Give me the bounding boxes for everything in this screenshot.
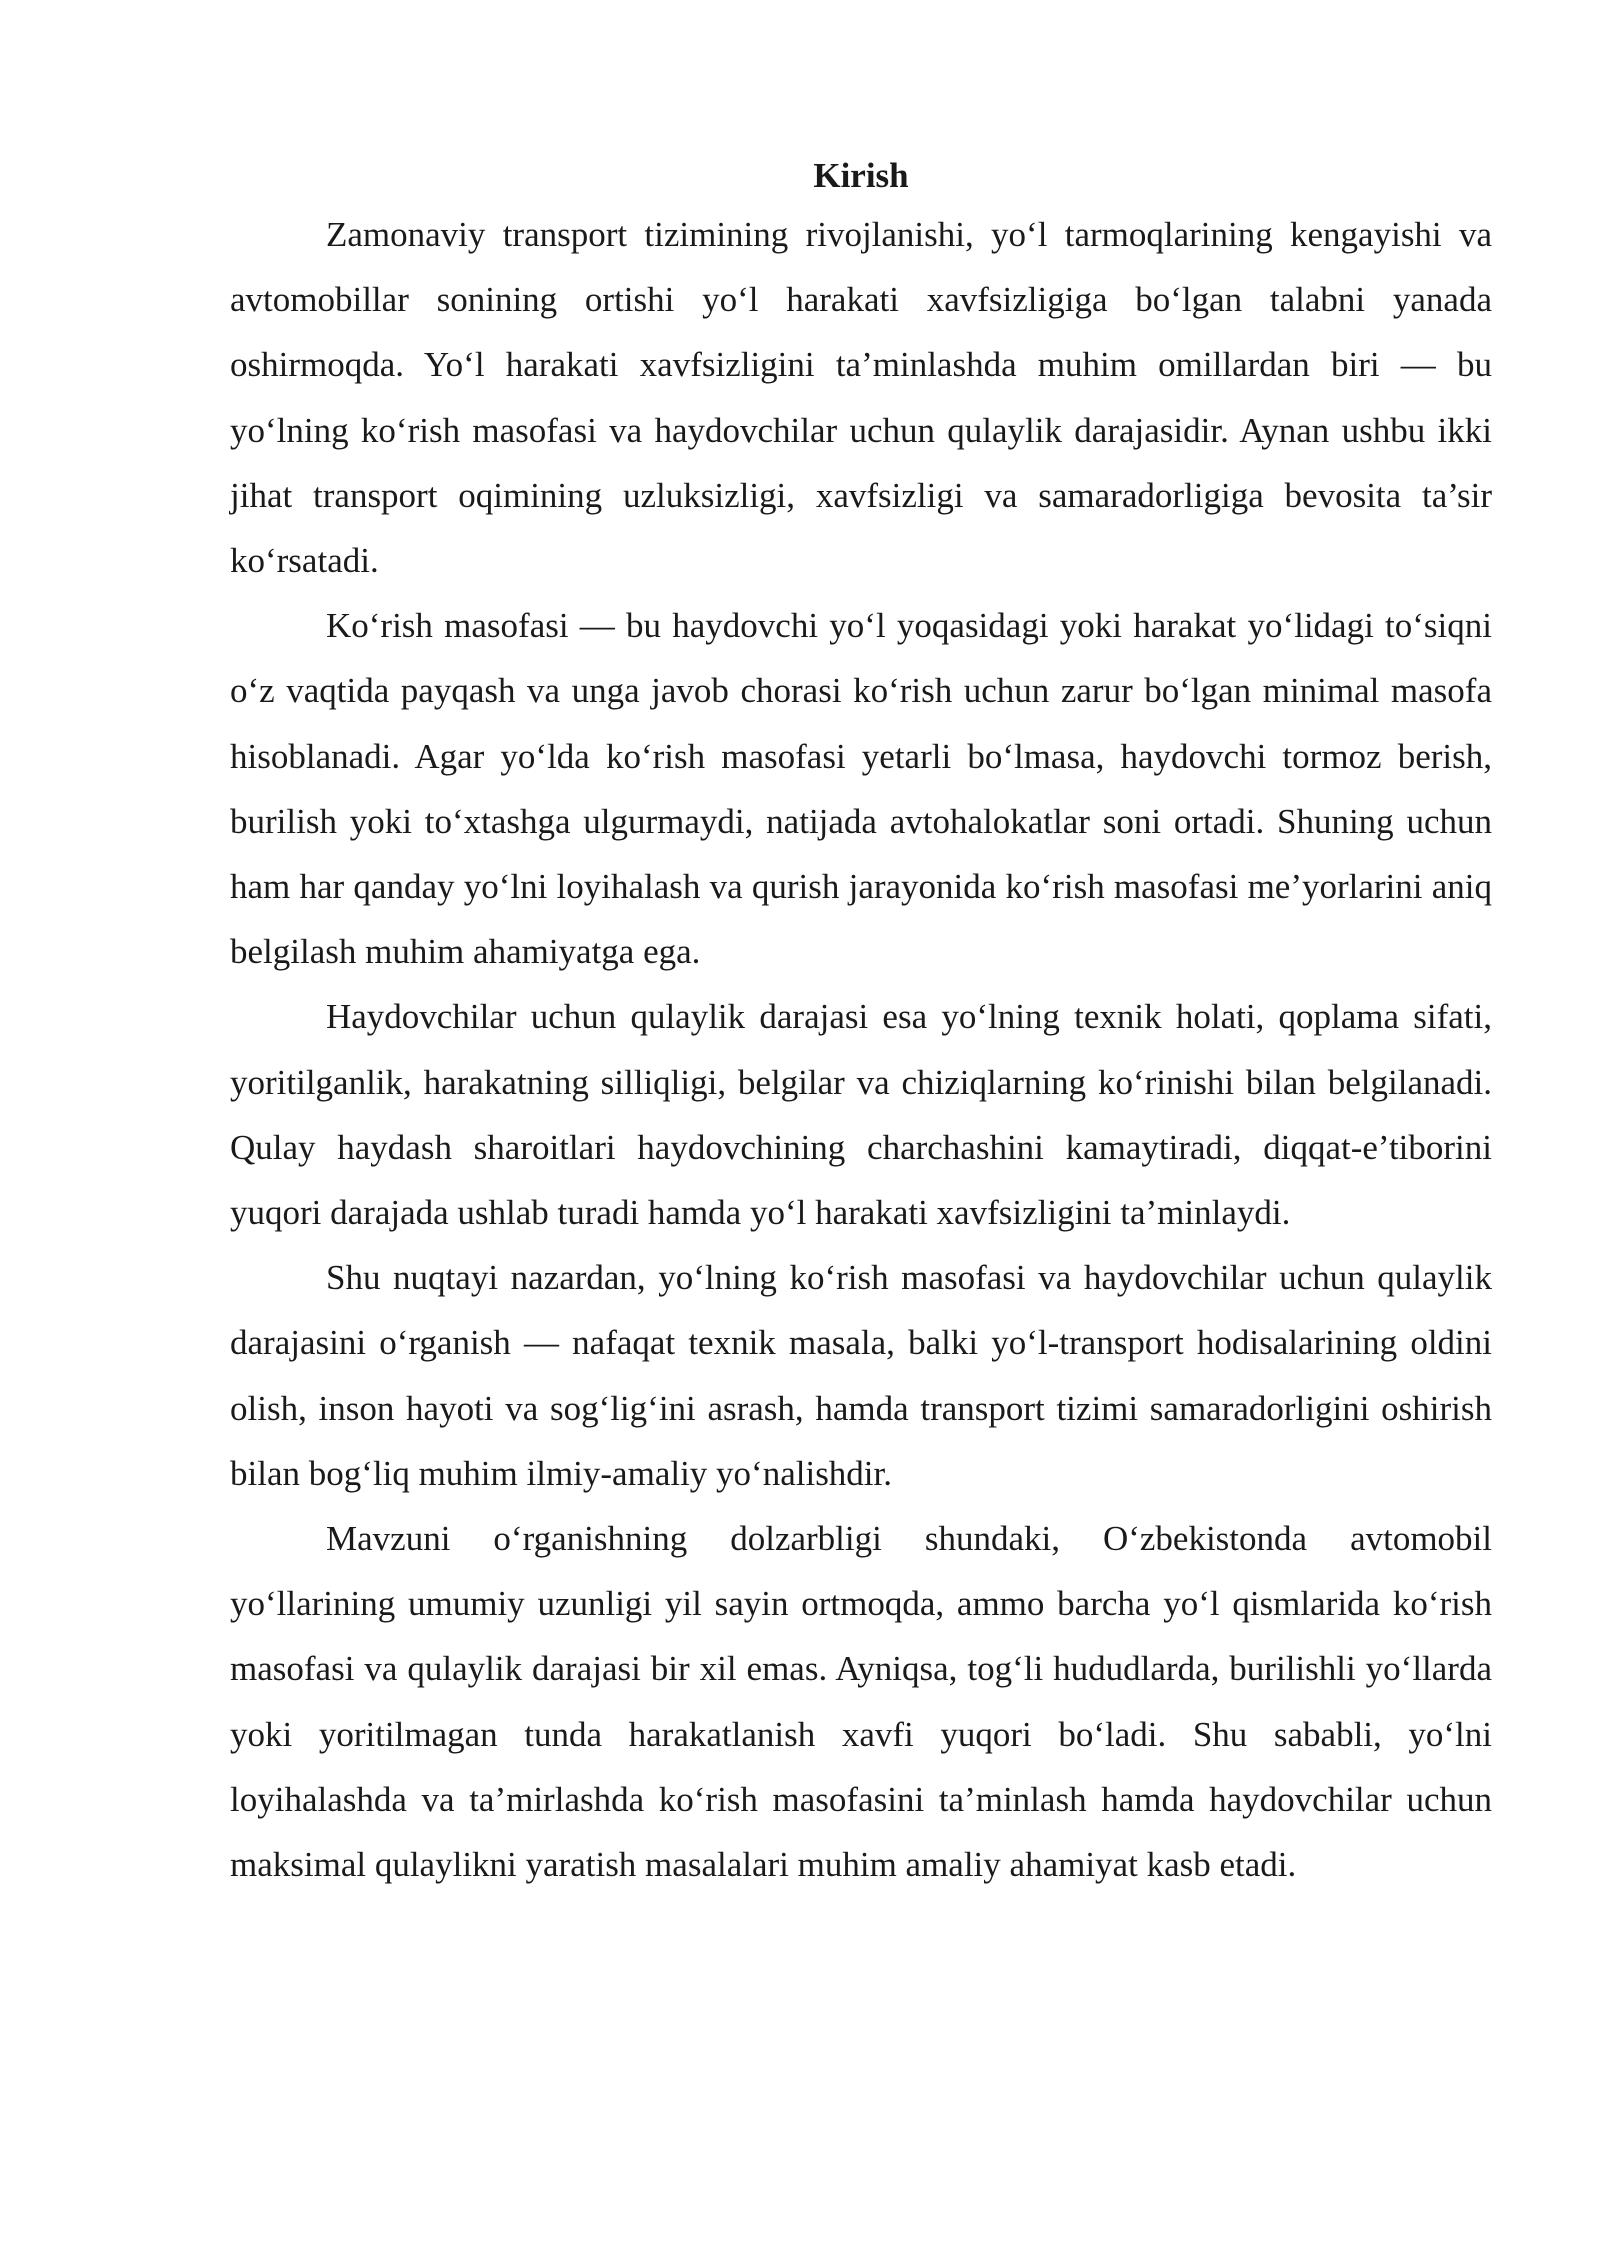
document-title: Kirish	[813, 156, 909, 195]
paragraph-5: Mavzuni o‘rganishning dolzarbligi shundaki, O‘zbekistonda avtomobil yo‘llarining umumiy uzunligi yil sayin ortmoqda, ammo barcha yo‘l qismlarida ko‘rish masofasi va qulaylik darajasi bir xil emas. Ayniqsa, tog‘li hududlarda, burilishli yo‘llarda yoki yoritilmagan tunda harakatlanish xavfi yuqori bo‘ladi. Shu sababli, yo‘lni loyihalashda va ta’mirlashda ko‘rish masofasini ta’minlash hamda haydovchilar uchun maksimal qulaylikni yaratish masalalari muhim amaliy ahamiyat kasb etadi.	[230, 1519, 1492, 1885]
paragraph-4: Shu nuqtayi nazardan, yo‘lning ko‘rish masofasi va haydovchilar uchun qulaylik darajasini o‘rganish — nafaqat texnik masala, balki yo‘l-transport hodisalarining oldini olish, inson hayoti va sog‘lig‘ini asrash, hamda transport tizimi samaradorligini oshirish bilan bog‘liq muhim ilmiy-amaliy yo‘nalishdir.	[230, 1258, 1492, 1493]
paragraph-2: Ko‘rish masofasi — bu haydovchi yo‘l yoqasidagi yoki harakat yo‘lidagi to‘siqni o‘z vaqtida payqash va unga javob chorasi ko‘rish uchun zarur bo‘lgan minimal masofa hisoblanadi. Agar yo‘lda ko‘rish masofasi yetarli bo‘lmasa, haydovchi tormoz berish, burilish yoki to‘xtashga ulgurmaydi, natijada avtohalokatlar soni ortadi. Shuning uchun ham har qanday yo‘lni loyihalash va qurish jarayonida ko‘rish masofasi me’yorlarini aniq belgilash muhim ahamiyatga ega.	[230, 606, 1492, 972]
paragraph-3: Haydovchilar uchun qulaylik darajasi esa yo‘lning texnik holati, qoplama sifati, yoritilganlik, harakatning silliqligi, belgilar va chiziqlarning ko‘rinishi bilan belgilanadi. Qulay haydash sharoitlari haydovchining charchashini kamaytiradi, diqqat-e’tiborini yuqori darajada ushlab turadi hamda yo‘l harakati xavfsizligini ta’minlaydi.	[230, 997, 1492, 1233]
paragraph-1: Zamonaviy transport tizimining rivojlanishi, yo‘l tarmoqlarining kengayishi va avtomobillar sonining ortishi yo‘l harakati xavfsizligiga bo‘lgan talabni yanada oshirmoqda. Yo‘l harakati xavfsizligini ta’minlashda muhim omillardan biri — bu yo‘lning ko‘rish masofasi va haydovchilar uchun qulaylik darajasidir. Aynan ushbu ikki jihat transport oqimining uzluksizligi, xavfsizligi va samaradorligiga bevosita ta’sir ko‘rsatadi.	[230, 215, 1492, 581]
document-body	[230, 150, 1492, 1897]
